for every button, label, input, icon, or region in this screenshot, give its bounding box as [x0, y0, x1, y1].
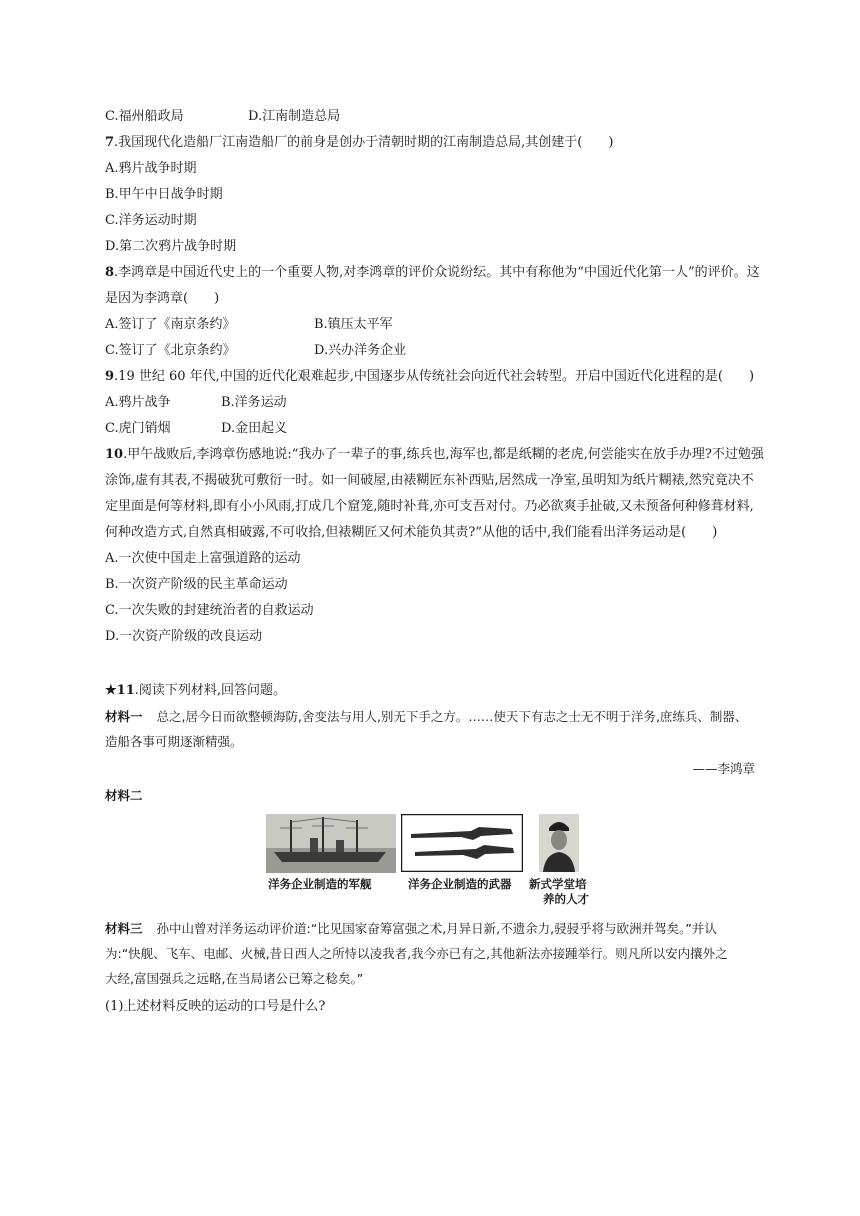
warship-image [266, 814, 396, 877]
q9-text: .19 世纪 60 年代,中国的近代化艰难起步,中国逐步从传统社会向近代社会转型。开启中国近代化进程的是( ) [114, 369, 755, 384]
material-1 [105, 708, 747, 726]
q9-number: 9 [105, 369, 115, 384]
q10-option-b: B.一次资产阶级的民主革命运动 [105, 577, 288, 592]
q10-stem-4: 何种改造方式,自然真相破露,不可收拾,但裱糊匠又何术能负其责?”从他的话中,我们能看出洋务运动是( ) [105, 525, 718, 540]
q8-option-a: A.签订了《南京条约》 [105, 317, 236, 332]
q10-number: 10 [105, 447, 124, 462]
q8-number: 8 [105, 265, 115, 280]
q10-stem-2: 涂饰,虚有其表,不揭破犹可敷衍一时。如一间破屋,由裱糊匠东补西贴,居然成一净室,虽明知为纸片糊裱,然究竟决不 [105, 473, 754, 488]
q6-option-c: C.福州船政局 [105, 109, 184, 124]
material-1-text-1: 总之,居今日而欲整顿海防,舍变法与用人,别无下手之方。……使天下有志之士无不明于洋务,庶练兵、制器、 [156, 709, 748, 724]
q10-stem [105, 446, 764, 464]
material-1-label: 材料一 [105, 709, 143, 724]
q7-option-c: C.洋务运动时期 [105, 213, 197, 228]
q8-option-b: B.镇压太平军 [314, 317, 393, 332]
talent-caption-line-2: 养的人才 [543, 892, 589, 906]
q6-option-d: D.江南制造总局 [248, 109, 341, 124]
q10-option-a: A.一次使中国走上富强道路的运动 [105, 551, 301, 566]
q7-option-d: D.第二次鸦片战争时期 [105, 239, 237, 254]
q9-option-c: C.虎门销烟 [105, 421, 171, 436]
portrait-image [539, 814, 579, 876]
q11-text: .阅读下列材料,回答问题。 [134, 683, 287, 698]
q7-option-b: B.甲午中日战争时期 [105, 187, 223, 202]
weapons-image [401, 814, 523, 876]
q9-option-b: B.洋务运动 [221, 395, 287, 410]
material-2-label-text: 材料二 [105, 788, 143, 803]
q8-stem [105, 264, 760, 282]
q11-stem [105, 682, 286, 700]
material-3 [105, 920, 717, 938]
q10-stem-3: 定里面是何等材料,即有小小风雨,打成几个窟笼,随时补葺,亦可支吾对付。乃必欲爽手扯破,又未预备何种修葺材料, [105, 499, 754, 514]
q7-number: 7 [105, 135, 115, 150]
material-1-source: ——李鸿章 [692, 761, 755, 776]
material-3-text-1: 孙中山曾对洋务运动评价道:“比见国家奋筹富强之术,月异日新,不遗余力,骎骎乎将与欧洲并驾矣。”并认 [156, 921, 717, 936]
talent-caption-line-1: 新式学堂培 [529, 877, 587, 891]
q9-stem [105, 368, 754, 386]
q7-option-a: A.鸦片战争时期 [105, 161, 197, 176]
q11-sub-question-1: (1)上述材料反映的运动的口号是什么? [105, 999, 326, 1014]
q8-option-c: C.签订了《北京条约》 [105, 343, 236, 358]
q8-stem-2: 是因为李鸿章( ) [105, 291, 220, 306]
warship-caption: 洋务企业制造的军舰 [268, 877, 372, 891]
q10-text-1: .甲午战败后,李鸿章伤感地说:“我办了一辈子的事,练兵也,海军也,都是纸糊的老虎,何尝能实在放手办理?不过勉强 [123, 447, 764, 462]
weapons-caption: 洋务企业制造的武器 [408, 877, 512, 891]
q8-option-d: D.兴办洋务企业 [314, 343, 407, 358]
q7-text: .我国现代化造船厂江南造船厂的前身是创办于清朝时期的江南制造总局,其创建于( ) [114, 135, 614, 150]
q9-option-d: D.金田起义 [221, 421, 288, 436]
material-3-text-3: 大经,富国强兵之远略,在当局诸公已筹之稔矣。” [105, 971, 364, 986]
q11-number: ★11 [105, 683, 135, 698]
q9-option-a: A.鸦片战争 [105, 395, 171, 410]
material-3-text-2: 为:“快舰、飞车、电邮、火械,昔日西人之所恃以凌我者,我今亦已有之,其他新法亦接踵举行。则凡所以安内攘外之 [105, 946, 728, 961]
q8-text-1: .李鸿章是中国近代史上的一个重要人物,对李鸿章的评价众说纷纭。其中有称他为“中国近代化第一人”的评价。这 [114, 265, 760, 280]
q10-option-d: D.一次资产阶级的改良运动 [105, 629, 263, 644]
material-2-label [105, 787, 143, 805]
material-3-label: 材料三 [105, 921, 143, 936]
material-1-text-2: 造船各事可期逐渐精强。 [105, 734, 243, 749]
q10-option-c: C.一次失败的封建统治者的自救运动 [105, 603, 314, 618]
q7-stem [105, 134, 613, 152]
